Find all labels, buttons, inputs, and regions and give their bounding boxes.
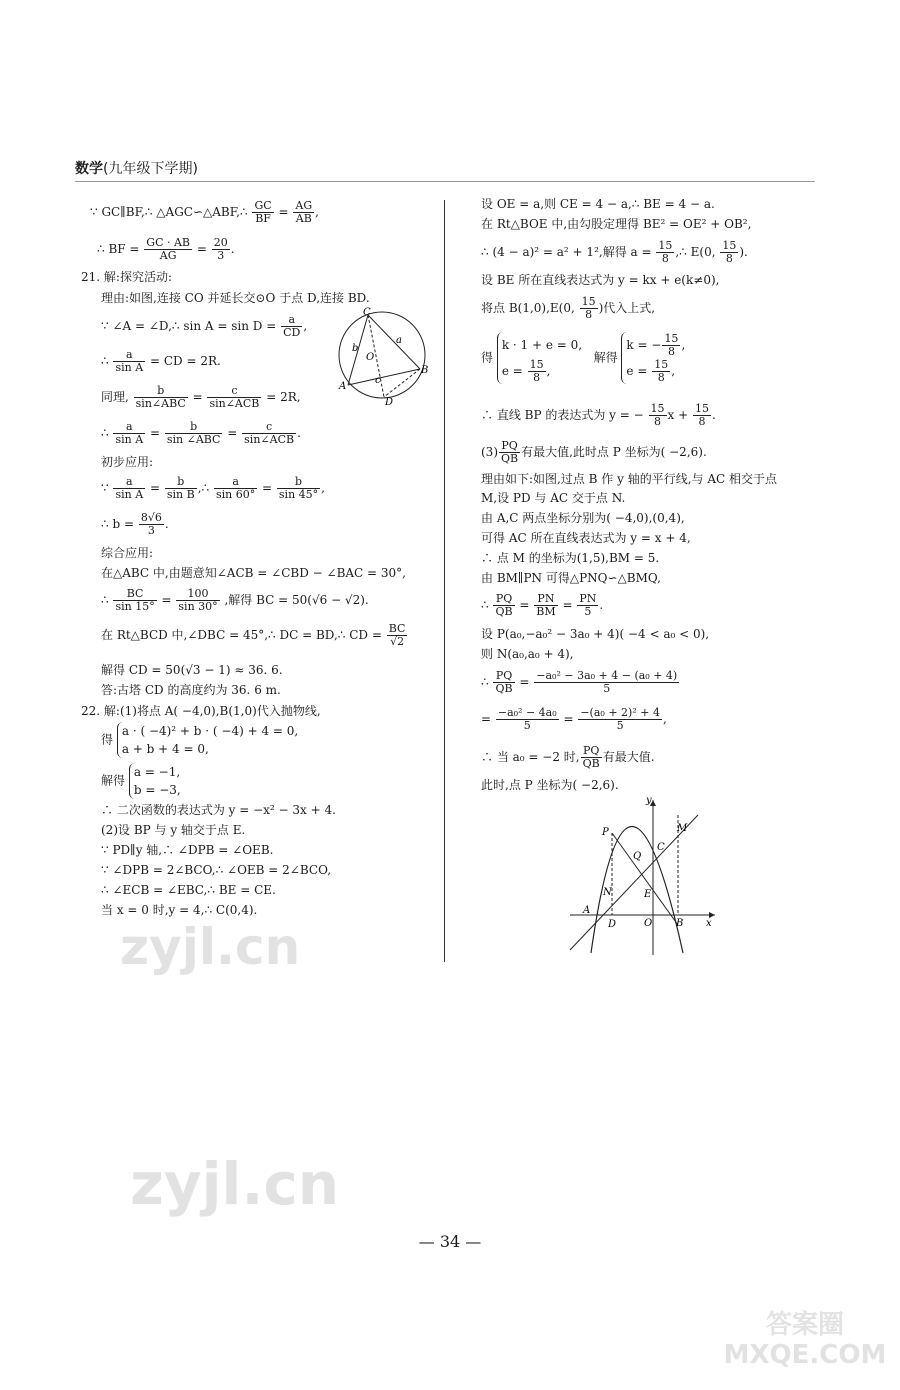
right-line-5: 将点 B(1,0),E(0, $\frac{15}{8}$ )代入上式,	[481, 295, 656, 321]
page-number: — 34 —	[418, 1232, 482, 1251]
q22-line-e: ∵ PD∥y 轴,∴ ∠DPB = ∠OEB.	[101, 843, 274, 857]
header-rule	[75, 181, 815, 182]
q22-line-d: (2)设 BP 与 y 轴交于点 E.	[101, 823, 246, 837]
label-B: B	[676, 918, 684, 929]
header-grade: (九年级下学期)	[103, 161, 198, 177]
right-line-12: 可得 AC 所在直线表达式为 y = x + 4,	[481, 531, 691, 545]
right-line-8: (3) $\frac{PQ}{QB}$ 有最大值,此时点 P 坐标为( −2,6).	[481, 439, 707, 465]
label-M: M	[677, 823, 688, 834]
q22-heading: 22. 解:(1)将点 A( −4,0),B(1,0)代入抛物线,	[81, 704, 321, 718]
parabola-graph	[565, 795, 720, 957]
right-line-21: 此时,点 P 坐标为( −2,6).	[481, 778, 619, 792]
label-C: C	[363, 307, 371, 318]
label-A: A	[339, 381, 347, 392]
q21-answer: 答:古塔 CD 的高度约为 36. 6 m.	[101, 683, 281, 697]
q22-line-h: 当 x = 0 时,y = 4,∴ C(0,4).	[101, 903, 258, 917]
header-subject: 数学	[75, 161, 103, 177]
q21-line-k: ∴ $\frac{BC}{\sin 15^\circ}$ = $\frac{100}{\sin 30^\circ}$ ,解得 BC = 50(√6 − √2).	[101, 587, 369, 613]
right-line-9: 理由如下:如图,过点 B 作 y 轴的平行线,与 AC 相交于点	[481, 472, 778, 486]
q22-system-1: 得 a · ( −4)² + b · ( −4) + 4 = 0, a + b + 4 = 0,	[101, 724, 299, 756]
q22-line-f: ∵ ∠DPB = 2∠BCO,∴ ∠OEB = 2∠BCO,	[101, 863, 332, 877]
label-P: P	[602, 827, 609, 838]
right-line-16: 设 P(a₀,−a₀² − 3a₀ + 4)( −4 < a₀ < 0),	[481, 627, 710, 641]
page-header	[75, 158, 198, 178]
q21-line-d: 同理, $\frac{b}{\text{sin∠ABC}}$ = $\frac{c}{\text{sin∠ACB}}$ = 2R,	[101, 384, 301, 410]
label-y: y	[646, 795, 652, 806]
right-line-13: ∴ 点 M 的坐标为(1,5),BM = 5.	[481, 551, 660, 565]
right-line-19: = $\frac{\text{−a₀² − 4a₀}}{5}$ = $\frac{\text{−(a₀ + 2)² + 4}}{5}$ ,	[481, 706, 667, 732]
q22-system-2: 解得 a = −1, b = −3,	[101, 765, 181, 797]
q21-reason: 理由:如图,连接 CO 并延长交⊙O 于点 D,连接 BD.	[101, 291, 370, 305]
q21-line-g: ∵ $\frac{a}{\text{sin A}}$ = $\frac{b}{\text{sin B}}$ ,∴ $\frac{a}{\sin 60^\circ}$ = $\frac{b}{\sin 45^\circ}$ ,	[101, 475, 325, 501]
right-line-10: M,设 PD 与 AC 交于点 N.	[481, 491, 626, 505]
label-N: N	[603, 887, 612, 898]
watermark-1: zyjl.cn	[120, 918, 301, 976]
right-line-15: ∴ $\frac{PQ}{QB}$ = $\frac{PN}{BM}$ = $\frac{PN}{5}$ .	[481, 592, 604, 618]
label-E: E	[644, 889, 652, 900]
q21-line-c: ∴ $\frac{a}{\text{sin A}}$ = CD = 2R.	[101, 348, 221, 374]
right-line-2: 在 Rt△BOE 中,由勾股定理得 BE² = OE² + OB²,	[481, 217, 752, 231]
label-c: c	[375, 375, 381, 386]
label-a: a	[396, 335, 402, 346]
q21-line-l: 在 Rt△BCD 中,∠DBC = 45°,∴ DC = BD,∴ CD = $\frac{BC}{√2}$	[101, 622, 406, 648]
watermark-2: zyjl.cn	[130, 1150, 340, 1218]
q21-preliminary: 初步应用:	[101, 455, 154, 469]
q21-line-m: 解得 CD = 50(√3 − 1) ≈ 36. 6.	[101, 663, 283, 677]
column-divider	[444, 200, 445, 962]
right-line-14: 由 BM∥PN 可得△PNQ∽△BMQ,	[481, 571, 661, 585]
label-b: b	[352, 343, 359, 354]
label-C: C	[657, 842, 665, 853]
q21-line-j: 在△ABC 中,由题意知∠ACB = ∠CBD − ∠BAC = 30°,	[101, 566, 406, 580]
label-B: B	[421, 365, 429, 376]
right-line-11: 由 A,C 两点坐标分别为( −4,0),(0,4),	[481, 511, 685, 525]
label-O: O	[644, 918, 653, 929]
label-D: D	[608, 919, 617, 930]
side-c	[348, 369, 420, 385]
right-system: 得 k · 1 + e = 0, e = $\frac{15}{8}$ , 解得 k = − $\frac{15}{8}$ , e = $\frac{15}{8}$ ,	[481, 332, 686, 384]
left-line-2: ∴ BF = $\frac{GC \cdot AB}{AG}$ = $\frac{20}{3}$ .	[97, 236, 235, 262]
q21-comprehensive: 综合应用:	[101, 546, 154, 560]
right-line-20: ∴ 当 a₀ = −2 时, $\frac{PQ}{QB}$ 有最大值.	[481, 744, 655, 770]
corner-logo: 答案圈 MXQE.COM	[723, 1310, 887, 1370]
right-line-7: ∴ 直线 BP 的表达式为 y = − $\frac{15}{8}$ x + $\frac{15}{8}$ .	[481, 402, 716, 428]
q21-heading: 21. 解:探究活动:	[81, 270, 172, 284]
left-line-1: ∵ GC∥BF,∴ △AGC∽△ABF,∴ $\frac{GC}{BF}$ = $\frac{AG}{AB}$ ,	[90, 199, 319, 225]
right-line-1: 设 OE = a,则 CE = 4 − a,∴ BE = 4 − a.	[481, 197, 715, 211]
label-x: x	[706, 918, 712, 929]
label-Q: Q	[633, 851, 642, 862]
q21-line-h: ∴ b = $\frac{8√6}{3}$ .	[101, 511, 169, 537]
circle-diagram	[332, 305, 432, 405]
right-line-17: 则 N(a₀,a₀ + 4),	[481, 647, 574, 661]
line-AC	[570, 815, 698, 950]
label-O: O	[366, 352, 375, 363]
q21-line-b: ∵ ∠A = ∠D,∴ sin A = sin D = $\frac{a}{CD}$ ,	[101, 313, 308, 339]
q22-line-g: ∴ ∠ECB = ∠EBC,∴ BE = CE.	[101, 883, 276, 897]
side-a	[368, 315, 420, 369]
right-line-18: ∴ $\frac{PQ}{QB}$ = $\frac{\text{−a₀² − 3a₀ + 4 − (a₀ + 4)}}{5}$	[481, 669, 678, 695]
q22-line-c: ∴ 二次函数的表达式为 y = −x² − 3x + 4.	[101, 803, 336, 817]
label-A: A	[583, 905, 591, 916]
q21-line-e: ∴ $\frac{a}{\text{sin A}}$ = $\frac{b}{\text{sin ∠ABC}}$ = $\frac{c}{\text{sin∠ACB}}$ .	[101, 420, 301, 446]
right-line-4: 设 BE 所在直线表达式为 y = kx + e(k≠0),	[481, 273, 720, 287]
label-D: D	[385, 397, 394, 405]
right-line-3: ∴ (4 − a)² = a² + 1²,解得 a = $\frac{15}{8}$ ,∴ E(0, $\frac{15}{8}$ ).	[481, 239, 748, 265]
